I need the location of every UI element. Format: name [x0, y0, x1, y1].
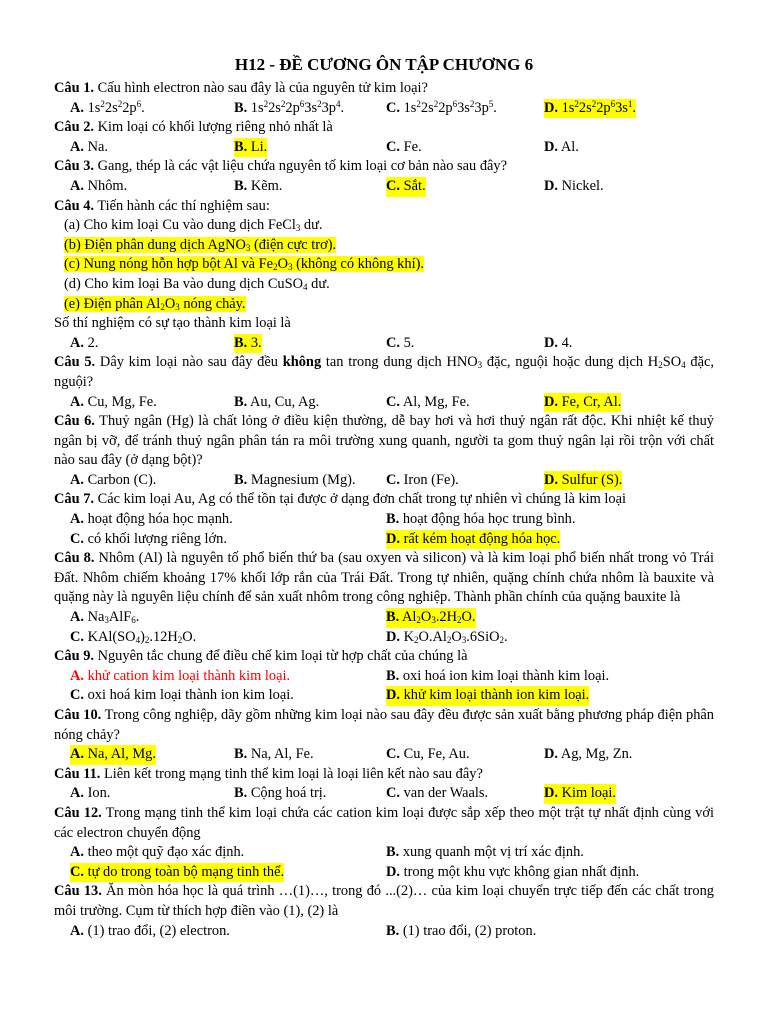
options-9-row1: [54, 667, 714, 687]
option-c[interactable]: C. có khối lượng riêng lớn.: [70, 530, 227, 547]
option-b[interactable]: B. Au, Cu, Ag.: [234, 393, 320, 410]
option-c[interactable]: C. Fe.: [386, 138, 422, 155]
options-7-row2: [54, 530, 714, 550]
question-3: Câu 3. Gang, thép là các vật liệu chứa nguyên tố kim loại cơ bản nào sau đây?: [54, 158, 508, 175]
options-8-row1: [54, 608, 714, 628]
option-a[interactable]: A. $1s^22s^22p^6$.: [70, 98, 145, 116]
option-b[interactable]: B. Magnesium (Mg).: [234, 471, 356, 488]
option-d-answer[interactable]: D. Kim loại.: [544, 784, 616, 804]
option-b[interactable]: B. hoạt động hóa học trung bình.: [386, 511, 576, 528]
question-5: Câu 5. Dây kim loại nào sau đây đều không tan trong dung dịch $HNO_3$ đặc, nguội hoặc dung dịch $H_2SO_4$ đặc, nguội?: [54, 354, 714, 390]
option-c-answer[interactable]: C. Sắt.: [386, 177, 426, 197]
option-c[interactable]: C. Al, Mg, Fe.: [386, 393, 470, 410]
option-d[interactable]: D. trong một khu vực không gian nhất định.: [386, 863, 640, 880]
option-d-answer[interactable]: D. rất kém hoạt động hóa học.: [386, 530, 560, 550]
option-d[interactable]: D. Nickel.: [544, 177, 604, 194]
document: [54, 52, 714, 941]
options-12-row1: [54, 843, 714, 863]
options-13: [54, 922, 714, 942]
option-a[interactable]: A. Cu, Mg, Fe.: [70, 393, 157, 410]
option-c[interactable]: C. 5.: [386, 334, 415, 351]
option-a-answer[interactable]: A. Na, Al, Mg.: [70, 745, 156, 765]
option-d-answer[interactable]: D. $1s^22s^22p^63s^1$.: [544, 99, 636, 119]
option-b-answer[interactable]: B. $Al_2O_3.2H_2O$.: [386, 608, 476, 628]
options-10: [54, 745, 714, 765]
options-6: [54, 471, 714, 491]
statement-a: (a) Cho kim loại Cu vào dung dịch FeCl$_3$ dư.: [64, 217, 323, 234]
question-1: Câu 1. Cấu hình electron nào sau đây là của nguyên tử kim loại?: [54, 80, 428, 96]
question-6: Câu 6. Thuỷ ngân (Hg) là chất lỏng ở điều kiện thường, dễ bay hơi và hơi thuỷ ngân rất độc. Khi nhiệt kế thuỷ ngân bị vỡ, để tránh thuỷ ngân phân tán ra môi trường xung quanh, người ta gom thuỷ ngân lại rồi trộn với chất nào sau đây (ở dạng bột)?: [54, 413, 714, 469]
option-b[interactable]: B. oxi hoá ion kim loại thành kim loại.: [386, 667, 610, 684]
option-b[interactable]: B. $1s^22s^22p^63s^23p^4$.: [234, 98, 345, 116]
option-a[interactable]: A. $Na_3AlF_6$.: [70, 609, 140, 626]
question-8: Câu 8. Nhôm (Al) là nguyên tố phổ biến thứ ba (sau oxyen và silicon) và là kim loại phổ biến nhất trong vỏ Trái Đất. Nhôm chiếm khoảng 17% khối lớp rắn của Trái Đất. Trong tự nhiên, quặng chính chứa nhôm là bauxite và quặng này là nguyên liệu chính để sản xuất nhôm trong công nghiệp. Thành phần chính của quặng bauxite là: [54, 550, 714, 606]
option-c[interactable]: C. oxi hoá kim loại thành ion kim loại.: [70, 687, 294, 704]
options-8-row2: [54, 628, 714, 648]
option-a[interactable]: A. theo một quỹ đạo xác định.: [70, 844, 245, 861]
question-4-ask: Số thí nghiệm có sự tạo thành kim loại là: [54, 315, 291, 332]
option-b[interactable]: B. (1) trao đổi, (2) proton.: [386, 922, 537, 939]
options-3: [54, 177, 714, 197]
options-7-row1: [54, 510, 714, 530]
options-2: [54, 138, 714, 158]
option-a-marked[interactable]: A. khử cation kim loại thành kim loại.: [70, 667, 291, 684]
statement-e: (e) Điện phân $Al_2O_3$ nóng chảy.: [64, 295, 246, 312]
question-10: Câu 10. Trong công nghiệp, dãy gồm những kim loại nào sau đây đều được sản xuất bằng phương pháp điện phân nóng chảy?: [54, 707, 714, 743]
option-d-answer[interactable]: D. Sulfur (S).: [544, 471, 622, 491]
option-a[interactable]: A. 2.: [70, 334, 99, 351]
option-d-answer[interactable]: D. Fe, Cr, Al.: [544, 393, 621, 413]
question-4: Câu 4. Tiến hành các thí nghiệm sau:: [54, 197, 270, 214]
option-b[interactable]: B. Na, Al, Fe.: [234, 746, 314, 763]
options-4: [54, 334, 714, 354]
page-title: H12 - ĐỀ CƯƠNG ÔN TẬP CHƯƠNG 6: [234, 55, 534, 74]
options-12-row2: [54, 863, 714, 883]
option-d[interactable]: D. Al.: [544, 138, 579, 155]
option-a[interactable]: A. Carbon (C).: [70, 471, 157, 488]
option-d[interactable]: D. $K_2O.Al_2O_3.6SiO_2$.: [386, 628, 508, 645]
options-9-row2: [54, 686, 714, 706]
statement-d: (d) Cho kim loại Ba vào dung dịch CuSO$_4$ dư.: [64, 275, 330, 292]
question-2: Câu 2. Kim loại có khối lượng riêng nhỏ nhất là: [54, 119, 333, 136]
option-d-answer[interactable]: D. khử kim loại thành ion kim loại.: [386, 686, 589, 706]
options-1: [54, 99, 714, 119]
option-d[interactable]: D. 4.: [544, 334, 573, 351]
question-11: Câu 11. Liên kết trong mạng tinh thể kim loại là loại liên kết nào sau đây?: [54, 765, 483, 782]
option-c[interactable]: C. $KAl(SO_4)_2.12H_2O$.: [70, 628, 197, 645]
statement-c: (c) Nung nóng hỗn hợp bột Al và $Fe_2O_3$ (không có không khí).: [64, 256, 424, 273]
question-13: Câu 13. Ăn mòn hóa học là quá trình …(1)…, trong đó ...(2)… của kim loại chuyển trực tiếp đến các chất trong môi trường. Cụm từ thích hợp điền vào (1), (2) là: [54, 883, 714, 919]
option-c-answer[interactable]: C. tự do trong toàn bộ mạng tinh thể.: [70, 863, 284, 883]
options-11: [54, 784, 714, 804]
option-b-answer[interactable]: B. 3.: [234, 334, 262, 354]
question-7: Câu 7. Các kim loại Au, Ag có thể tồn tại được ở dạng đơn chất trong tự nhiên vì chúng là kim loại: [54, 491, 627, 508]
option-c[interactable]: C. Iron (Fe).: [386, 471, 459, 488]
option-c[interactable]: C. Cu, Fe, Au.: [386, 746, 470, 763]
statement-b: (b) Điện phân dung dịch AgNO$_3$ (điện cực trơ).: [64, 236, 337, 253]
question-12: Câu 12. Trong mạng tinh thể kim loại chứa các cation kim loại được sắp xếp theo một trật tự nhất định cùng với các electron chuyển động: [54, 804, 714, 841]
option-a[interactable]: A. (1) trao đổi, (2) electron.: [70, 922, 230, 939]
option-b[interactable]: B. Kẽm.: [234, 177, 283, 194]
option-d[interactable]: D. Ag, Mg, Zn.: [544, 746, 633, 763]
options-5: [54, 393, 714, 413]
option-a[interactable]: A. hoạt động hóa học mạnh.: [70, 511, 233, 528]
option-b[interactable]: B. xung quanh một vị trí xác định.: [386, 844, 584, 861]
option-a[interactable]: A. Na.: [70, 138, 108, 155]
option-c[interactable]: C. $1s^22s^22p^63s^23p^5$.: [386, 98, 497, 116]
option-c[interactable]: C. van der Waals.: [386, 785, 489, 802]
question-9: Câu 9. Nguyên tắc chung để điều chế kim loại từ hợp chất của chúng là: [54, 648, 468, 665]
option-a[interactable]: A. Nhôm.: [70, 177, 128, 194]
option-a[interactable]: A. Ion.: [70, 785, 111, 802]
option-b-answer[interactable]: B. Li.: [234, 138, 267, 158]
option-b[interactable]: B. Cộng hoá trị.: [234, 785, 327, 802]
